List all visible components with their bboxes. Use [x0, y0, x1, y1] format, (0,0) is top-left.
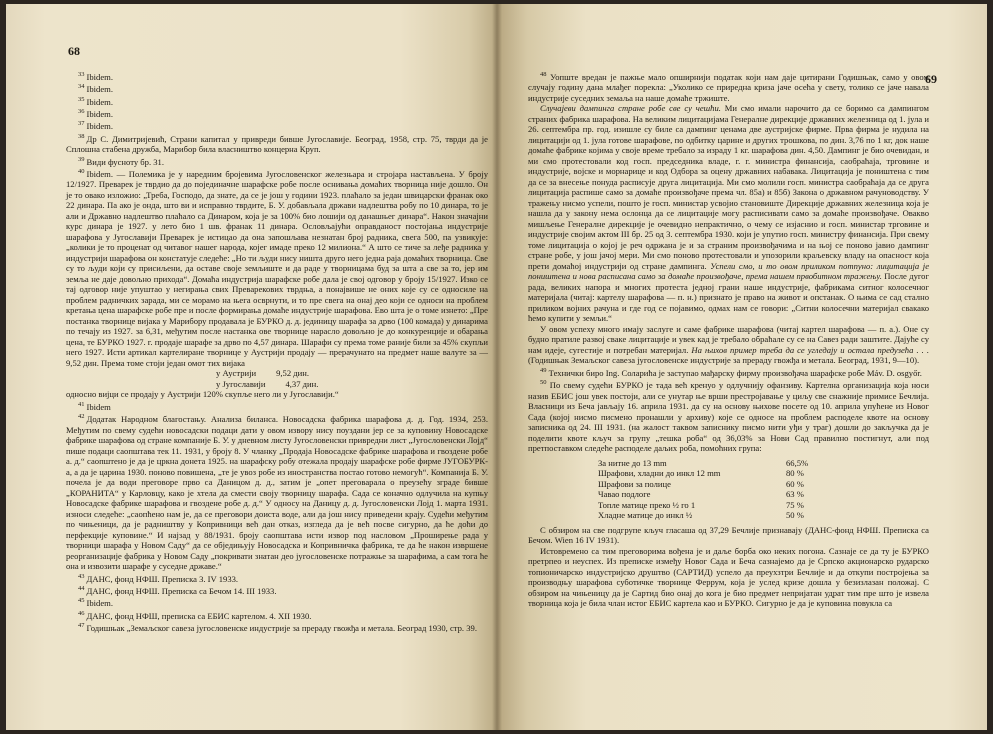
footnote-number: 44: [78, 584, 85, 592]
quota-label: Чавао подлоге: [598, 489, 651, 500]
footnote-number: 34: [78, 83, 85, 91]
footnote-number: 49: [540, 366, 547, 374]
quota-label: Хладне матице до инкл ½: [598, 510, 693, 521]
footnote-text: Ibidem: [86, 401, 111, 412]
paragraph-text: Ми смо имали нарочито да се боримо са дампингом страних фабрика шарафова. На великим лицитацијама Генералне дирекције државних железница од 1. јула и 26. септембра пр. год. изишле су биле са дампинг ценама две аустријске фирме. Прва фирма је нудила на лицитацији од 1. јула готове шарафове, по одбитку царине и других трошкова, по дин. 3,76 по 1 кг, док наше домаће фабрике којима у своје време требало за израду 1 кг. шарафова дин. 4,50. Дампинг је био очевидан, и ми смо протестовали код госп. председника владе, г. г. министра финансија, саобраћаја, трговине и индустрије, војске и морнарице и код Одбора за оцену државних набавака. Лицитација је поништена с тим да се за внесење понуда расписује друга лицитација. Ми смо молили госп. министра саобраћаја да се друга лицитација распише само за домаће произвођаче према чл. 85а) и 85б) Закона о државном рачуноводству. У тражењу нисмо успели, пошто је госп. министар усвојио становиште Дирекције државних железница која је нашла да у закону нема ослонца да се лицитације могу расписивати само за домаће произвођаче. Овакво мишљење Генералне дирекције је очевидно непрактично, о чему се изјаснио и госп. министар трговине и индустрије својим актом III бр. 25 од 3. септембра 1930. који је упутио госп. министру финансија. При свему томе лицитација о којој је реч одржана је и за страним произвођачима и на њој се поново јавио дампинг стране робе, у још јачој мери. Ми смо поново протестовали и упозорили краљевску владу на опасност која прети домаћој индустрији од стране дампинга.: [528, 103, 929, 271]
quota-value: 60 %: [786, 478, 804, 489]
footnote-paragraph: [528, 324, 929, 366]
footnote-number: 41: [78, 400, 85, 408]
verse-value: 4,37 дин.: [285, 378, 319, 389]
footnote-number: 39: [78, 155, 85, 163]
quota-value: 66,5%: [786, 457, 809, 468]
quota-value: 50 %: [786, 510, 804, 521]
quota-label: За нитне до 13 mm: [598, 457, 667, 468]
quota-value: 63 %: [786, 489, 804, 500]
footnote-number: 45: [78, 597, 85, 605]
footnote-text: Ibidem.: [86, 71, 113, 82]
footnotes-right: [528, 70, 929, 609]
quota-row: [598, 468, 828, 479]
footnote-paragraph: [528, 70, 929, 103]
footnote-text: Ibidem.: [86, 96, 113, 107]
footnote: [66, 621, 488, 633]
quota-table: [598, 458, 828, 521]
footnote-text: ДАНС, фонд НФШ, преписка са ЕБИС картелом. 4. XII 1930.: [86, 610, 312, 621]
quota-value: 80 %: [786, 468, 804, 479]
footnotes-left: [66, 70, 488, 633]
footnote: [66, 584, 488, 596]
footnote-verse-line: [66, 379, 488, 390]
left-page: [6, 4, 498, 730]
footnote-number: 48: [540, 71, 547, 78]
footnote-text: Др С. Димитријевић, Страни капитал у привреди бивше Југославије. Београд, 1958, стр. 75, тврди да је Сплошна стабена дружба, Марибор била власништво концерна Круп.: [66, 133, 488, 155]
book-spread: [6, 4, 987, 730]
footnote-number: 50: [540, 379, 547, 387]
footnote-text: Ibidem.: [86, 84, 113, 95]
footnote: [66, 82, 488, 94]
paragraph-tail: (Годишњак Земаљског савеза југословенске индустрије за прераду гвожђа и метала. Београд, 1931, 9—10).: [528, 355, 920, 366]
footnote-number: 35: [78, 95, 85, 103]
footnote-verse-line: [66, 368, 488, 379]
footnote-number: 40: [78, 168, 85, 176]
italic-quote: Успели смо, и то овом приликом потпуно: лицитација је поништена и нова расписана само за домаће произвођаче, према нашем првобитном тражењу.: [528, 260, 930, 282]
footnote: [66, 572, 488, 584]
quota-row: [598, 479, 828, 490]
quota-row: [598, 489, 828, 500]
footnote: [66, 95, 488, 107]
footnote-number: 38: [78, 132, 85, 140]
footnote-text: Ibidem.: [86, 598, 113, 609]
paragraph-text: У овом успеху много имају заслуге и саме фабрике шарафова (читај картел шарафова — п. а.). Оне су будно пратиле развој сваке лицитације и увек кад је требало обраћале су се на Савез ради заштите. Дајуће су нам идеје, сугестије и потребан материјал.: [528, 323, 929, 355]
footnote-text: Годишњак „Земаљског савеза југословенске индустрије за прераду гвожђа и метала. Београд 1930, стр. 39.: [86, 622, 477, 633]
paragraph-text: Технички биро Ing. Соларића је заступао мађарску фирму произвођача шарафске робе Máv. D. osgyőr.: [548, 367, 922, 378]
verse-label: у Југославији: [216, 378, 266, 389]
quota-row: [598, 510, 828, 521]
paragraph: Истовремено са тим преговорима вођена је и даље борба око неких погона. Сазнаје се да ту је БУРКО претрпео и неуспех. Из преписке између Новог Сада и Беча сазнајемо да је Српско акционарско рударско топионичарско индустријско друштво (САРТИД) успело да преухзтри Бечлије и да откупи постројења за производњу шарафова суботичке творнице Феррум, која је услед кризе дошла у безизлазан положај. С обзиром на чињеницу да је Сартид био онај до кога је био предмет непријатан удрат тим пре што је извела творница која је била члан истог ЕБИС картела као и БУРКО. Сигурно је да је куповина повукла са: [528, 545, 929, 609]
footnote-text: ДАНС, фонд НФШ. Преписка 3. IV 1933.: [86, 573, 239, 584]
paragraph-text: Уопште вредан је пажње мало опширнији податак који нам даје цитирани Годишњак, само у овом случају годину дана млађег порекла: „Уколико се приредна криза јаче осећа у свету, толико се јаче навала индустрије суседних земаља на наше домаће тржиште.: [528, 71, 929, 103]
footnote-paragraph: [528, 366, 929, 378]
verse-label: у Аустрији: [216, 368, 257, 379]
paragraph-text: По свему судећи БУРКО је тада већ кренуо у одлучнију офанзиву. Картелна организација која носи назив ЕБИС још увек постоји, али се унутар ње врши престројавање у циљу све снажније примисе Бечлија. Власници из Беча јављају 16. априла 1931. да су на основу њихове посете од 10. априла упућене из Новог Сада (којој нисмо писмено пронашли у архиву) које се односе на проблем расподеле квоте на основу записника од 24. III 1931. (на жалост таквом записнику писмо нити уђи у траг) дошли до закључка да је поделити квоте кључ за групу „тешка роба“ од 36,03% за Нови Сад правилно постигнут, али под претпоставком следеће расподеле даљих роба, помоћних група:: [528, 380, 929, 454]
footnote-text: Ibidem. — Полемика је у наредним бројевима Југословенског железњара и стројара настављена. У броју 12/1927. Преварек је тврдио да до појединачне шарафске робе после оснивања домаћих творница није дошло. Он је то овако изложио: „Треба, Господо, да знате, да се је још у години 1923. плаћало за један швицарски франак око 22 динара. Па ако је онда, што ви и исправно тврдите, Б. У. добављала држави надлештва робу по 10 динара, то је али и Државно надлештво плаћало са Динаром, која је за 100% био лошији од данашњег динара“. Након значајни курс динара је 1927. у лето био 1 шв. франак 11 динара. Ословљајући оправданост постојања индустрије шарафова у Југославији Преварек је истицао да она запошљава незнатан број радника, свега 500, па узвикује: „колики је то проценат од читавог нашег народа, којег имаде преко 12 милиона.“ А што се тиче за леђе радника у индустрији шарафова он констатује следеће: „Но ти људи нису ништа друго него једна раја домаћих творница. Све су то људи који су присиљени, да оставе своје земљиште и да раде у творницама буд за шта а све за то, јер им земља не даје довољно прихода“. Домаћа индустрија шарафске робе дала је свој одговор у броју 15/1927. Изко се тај одговор није упуштао у негирања свих Преварекових тврдња, а понајвише не оних које су се односиле на проблем радничких зарада, ми се морамо на њега осврнути, и то пре свега на онај део који се односи на проблем кретања цена шарафске робе пре и после формирања домаће индустрије шарафова. Ево шта је о томе изнето: „Пре постанка творнице вијака у Марибору продавала је БУРКО д. д. јединицу шарафа за дрво (100 комада) у динарима по течају из 1927. за 6,31, међутим после настанка ове творнице нарасло довољно је до конкуренције и обарања цена, те БУРКО 1927. г. продаје шарафе за дрво по 4,57 динара. Шарафи су према томе раније били за 45% скупљи него 1927. Исти артикал картелиране творнице у Аустрији продају — прерачунато на предмет наше валуте за — 9,52 дин. Према томе стоји један омот тих вијака: [66, 168, 488, 368]
footnote-number: 46: [78, 609, 85, 617]
footnote: [66, 412, 488, 571]
quota-row: [598, 458, 828, 469]
quota-label: Топле матице преко ½ го 1: [598, 499, 696, 510]
footnote: [66, 107, 488, 119]
footnote: [66, 167, 488, 368]
footnote-paragraph: [528, 378, 929, 453]
footnote-continuation: односно вијци се продају у Аустрији 120% скупље него ли у Југославији.“: [66, 389, 339, 400]
italic-quote: Случајеви дампинга стране робе све су чешћи.: [540, 103, 721, 114]
footnote-number: 43: [78, 572, 85, 580]
page-number-left: 68: [68, 44, 80, 58]
footnote: [66, 400, 488, 412]
quota-value: 75 %: [786, 499, 804, 510]
footnote-number: 47: [78, 622, 85, 630]
footnote: [66, 609, 488, 621]
paragraph: С обзиром на све подгрупе кључ гласаша од 37,29 Бечлије признавају (ДАНС-фонд НФШ. Преписка са Бечом. Wien 16 IV 1931).: [528, 524, 929, 546]
footnote-number: 36: [78, 108, 85, 116]
page-number-right: 69: [925, 72, 937, 86]
verse-value: 9,52 дин.: [276, 368, 309, 379]
footnote: [66, 155, 488, 167]
footnote: [66, 596, 488, 608]
footnote-number: 33: [78, 71, 85, 78]
quota-label: Шрафови за полице: [598, 478, 671, 489]
footnote-text: ДАНС, фонд НФШ. Преписка са Бечом 14. III 1933.: [86, 585, 277, 596]
footnote-text: Види фусноту бр. 31.: [86, 156, 164, 167]
footnote-text: Ibidem.: [86, 108, 113, 119]
footnote-number: 42: [78, 413, 85, 421]
footnote-text: Ibidem.: [86, 121, 113, 132]
paragraph-tail: После дугог рада, великих напора и многих протеста једној грани наше индустрије, фабрикама ситног колосечног материјала (читај: картелу шарафова — п. н.) признато је право на живот и опстанак. О њима се сад стално приликом војних рачуна и где год се појавимо, одмах нам се говори: „Ситни колосечни материјал свакако ћемо купити у земљи.“: [528, 271, 929, 324]
footnote: [66, 119, 488, 131]
footnote-paragraph: [528, 103, 929, 324]
footnote-text: Додатак Народном благостању. Анализа биланса. Новосадска фабрика шарафова д. д. Год. 1934, 253. Међутим по свему судећи новосадски подаци дати у овом извору нису поуздани јер се за куповину Новосадске фабрике шарафова од стране компаније Б. У. у дневном листу Југословенски привредни лист „Југословенски Лојд“ пише подаци саопштава тек 11. 1931, у броју 8. У чланку „Продаја Новосадске фабрике шарафова и гвоздене робе а. д.“ саопштено је да је цркна донета 1925. на шарафску робу отежала продају шарафске робе фирме ЈУГОБУРК-а, а да је царина 1930. поново повишена, „те је увоз робе из иностранства постао готово немогућ“. Компанија Б. У. почела је да води преговоре прво са Даницом д. д., затим је „опет преговарала о преузећу зграде бивше „КОРАНИТА“ у Карловцу, како је хтела да смести своју творницу шарафа. Сада се коначно одлучила на купњу Новосадске фабрике шарафова и гвоздене робе д. д.“ У односу на Даницу д. д. Југословенски Лојд 1. марта 1931. износи следеће: „саопћено нам је, да се преговори доиста воде, али да још нису приведени крају. Судећи међутим по чињеници, да је радништву у Копривници већ дан отказ, изгледа да је већ посве сигурно, да ће доћи до перфекције куповине.“ И најзад у 88/1931. броју саопштава исти извор под насловом „Проширење рада у творници шарафа у Новом Саду“ да се обједињују Новосадска и Копривничка фабрика, те да ће након извршене реорганизације фабрика у Новом Саду „покривати знатан део југословенске потражње за шарафима, а сам тога ће она и извозити шарафе у суседне државе.“: [66, 414, 488, 572]
footnote: [66, 70, 488, 82]
footnote-number: 37: [78, 120, 85, 128]
quota-row: [598, 500, 828, 511]
italic-quote: На њихов пример треба да се угледају и остала предузећа . . .: [691, 344, 929, 355]
quota-label: Шрафови, хладни до инкл 12 mm: [598, 468, 721, 479]
footnote: [66, 132, 488, 155]
right-page: [498, 4, 987, 730]
